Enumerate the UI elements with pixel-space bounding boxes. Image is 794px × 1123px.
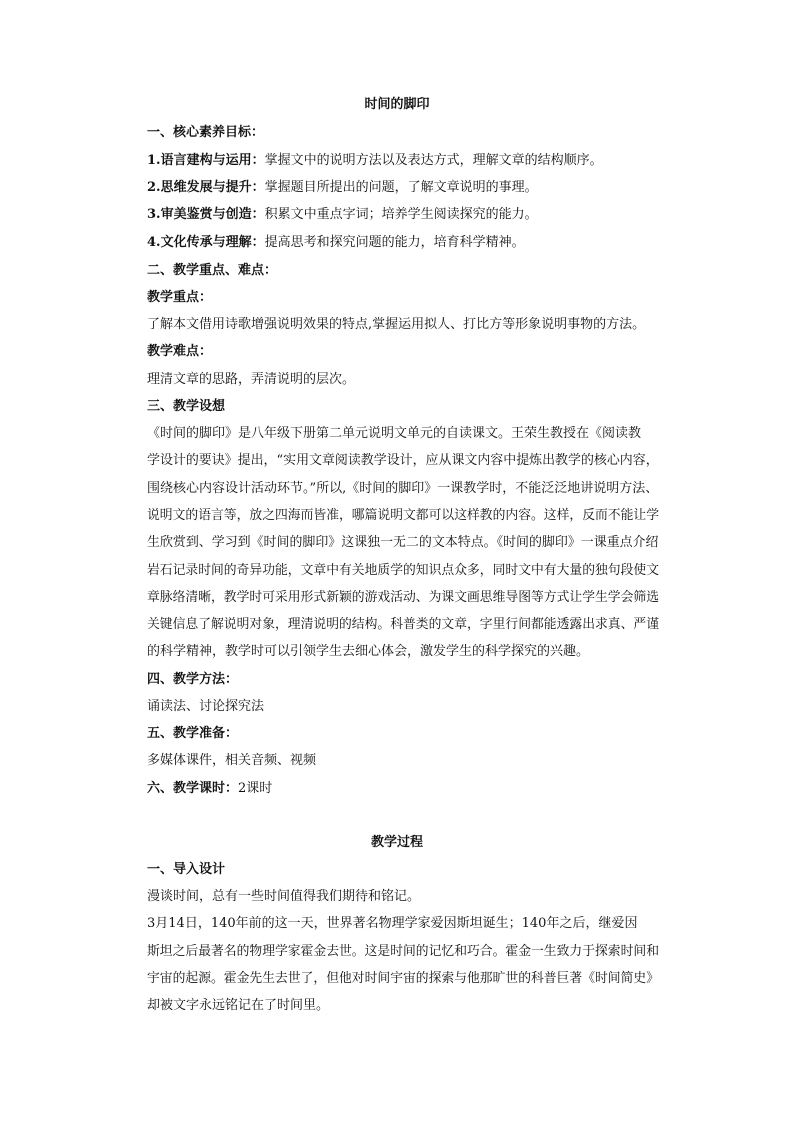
paragraph-line: 章脉络清晰，教学时可采用形式新颖的游戏活动、为课文画思维导图等方式让学生学会筛选 [147,590,660,605]
section-5-heading: 五、教学准备： [147,726,239,741]
paragraph-line: 的科学精神，教学时可以引领学生去细心体会，激发学生的科学探究的兴趣。 [147,644,590,659]
goal-item-3-text: 积累文中重点字词；培养学生阅读探究的能力。 [264,207,538,222]
key-point-text: 了解本文借用诗歌增强说明效果的特点,掌握运用拟人、打比方等形象说明事物的方法。 [147,317,646,332]
process-title: 教学过程 [370,835,423,850]
goal-item-3-label: 3.审美鉴赏与创造： [147,207,265,222]
paragraph-line: 宇宙的起源。霍金先生去世了，但他对时间宇宙的探索与他那旷世的科普巨著《时间简史》 [147,971,660,986]
goal-item-4-label: 4.文化传承与理解： [147,235,265,250]
goal-item-3 [147,206,538,224]
goal-item-4 [147,234,525,252]
paragraph-line: 3月14日，140年前的这一天，世界著名物理学家爱因斯坦诞生；140年之后，继爱因 [147,916,638,931]
goal-item-2-label: 2.思维发展与提升： [147,180,265,195]
paragraph-line: 斯坦之后最著名的物理学家霍金去世。这是时间的记忆和巧合。霍金一生致力于探索时间和 [147,944,660,959]
paragraph-line: 关键信息了解说明对象，理清说明的结构。科普类的文章，字里行间都能透露出求真、严谨 [147,617,660,632]
goal-item-1-label: 1.语言建构与运用： [147,153,265,168]
difficulty-label: 教学难点： [147,344,213,359]
section-4-text: 诵读法、讨论探究法 [147,699,265,714]
section-6 [147,780,272,798]
paragraph-line: 却被文字永远铭记在了时间里。 [147,998,330,1013]
goal-item-1-text: 掌握文中的说明方法以及表达方式，理解文章的结构顺序。 [264,153,603,168]
section-6-text: 2课时 [238,781,273,796]
goal-item-2-text: 掌握题目所提出的问题，了解文章说明的事理。 [264,180,538,195]
key-point-label: 教学重点： [147,290,213,305]
paragraph-line: 生欣赏到、学习到《时间的脚印》这课独一无二的文本特点。《时间的脚印》一课重点介绍 [147,535,659,550]
paragraph-line: 《时间的脚印》是八年级下册第二单元说明文单元的自读课文。王荣生教授在《阅读教 [147,426,642,441]
process-intro: 漫谈时间，总有一些时间值得我们期待和铭记。 [147,889,421,904]
difficulty-text: 理清文章的思路，弄清说明的层次。 [147,372,356,387]
paragraph-line: 围绕核心内容设计活动环节。”所以,《时间的脚印》一课教学时，不能泛泛地讲说明方法、 [147,481,659,496]
paragraph-line: 学设计的要诀》提出，“实用文章阅读教学设计，应从课文内容中提炼出教学的核心内容， [147,453,659,468]
paragraph-line: 岩石记录时间的奇异功能，文章中有关地质学的知识点众多，同时文中有大量的独句段使文 [147,563,660,578]
document-title: 时间的脚印 [364,97,430,112]
goal-item-2 [147,179,538,197]
section-4-heading: 四、教学方法： [147,672,239,687]
section-6-heading: 六、教学课时： [147,781,239,796]
section-2-heading: 二、教学重点、难点： [147,263,278,278]
process-heading: 一、导入设计 [147,862,226,877]
section-3-heading: 三、教学设想 [147,399,226,414]
section-5-text: 多媒体课件，相关音频、视频 [147,753,317,768]
goal-item-4-text: 提高思考和探究问题的能力，培育科学精神。 [264,235,525,250]
section-1-heading: 一、核心素养目标： [147,125,265,140]
goal-item-1 [147,152,603,170]
paragraph-line: 说明文的语言等，放之四海而皆准，哪篇说明文都可以这样教的内容。这样，反而不能让学 [147,508,660,523]
